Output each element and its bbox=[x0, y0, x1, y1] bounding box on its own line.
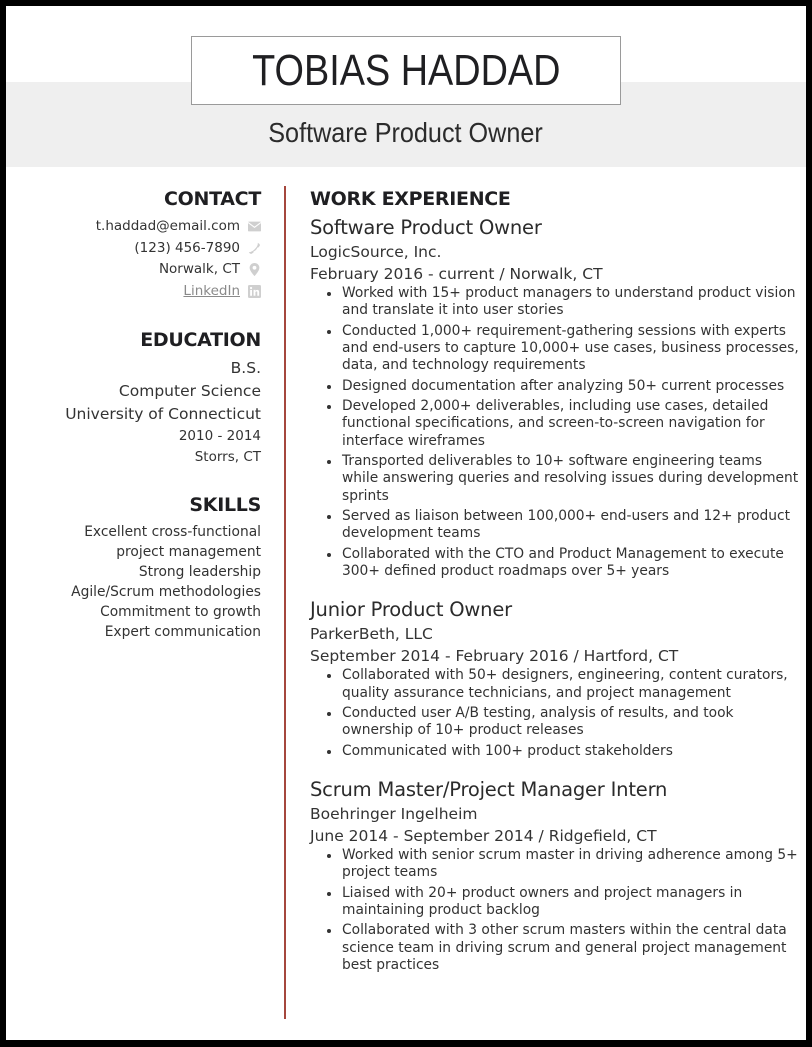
skill-item: Excellent cross-functional bbox=[84, 524, 261, 540]
contact-location bbox=[26, 259, 261, 281]
skills-section bbox=[26, 492, 261, 642]
education-years: 2010 - 2014 bbox=[178, 428, 261, 444]
skill-item: Strong leadership bbox=[138, 564, 261, 580]
job-entry bbox=[310, 597, 800, 760]
job-title: Software Product Owner bbox=[310, 216, 542, 239]
candidate-name: TOBIAS HADDAD bbox=[251, 45, 561, 95]
skill-item: Expert communication bbox=[104, 624, 261, 640]
bullet-item: Developed 2,000+ deliverables, including use cases, detailed functional specifications, and screen-to-screen navigation for interface wireframes bbox=[322, 398, 800, 450]
bullet-item: Liaised with 20+ product owners and project managers in maintaining product backlog bbox=[322, 885, 800, 920]
education-major: Computer Science bbox=[118, 382, 261, 400]
contact-linkedin[interactable] bbox=[26, 281, 261, 303]
job-company: Boehringer Ingelheim bbox=[310, 804, 478, 823]
bullet-item: Conducted user A/B testing, analysis of results, and took ownership of 10+ product releases bbox=[322, 705, 800, 740]
education-heading: EDUCATION bbox=[140, 329, 261, 351]
job-headline bbox=[6, 117, 806, 149]
education-school: University of Connecticut bbox=[65, 405, 261, 423]
contact-section bbox=[26, 186, 261, 302]
job-company: LogicSource, Inc. bbox=[310, 243, 442, 261]
skill-item: Commitment to growth bbox=[100, 604, 261, 620]
contact-heading: CONTACT bbox=[164, 188, 261, 210]
job-title: Scrum Master/Project Manager Intern bbox=[310, 777, 668, 801]
job-entry bbox=[310, 777, 800, 974]
education-section bbox=[26, 327, 261, 467]
education-degree: B.S. bbox=[230, 359, 261, 377]
work-experience-heading: WORK EXPERIENCE bbox=[310, 188, 511, 210]
bullet-item: Collaborated with the CTO and Product Management to execute 300+ defined product roadmaps over 5+ years bbox=[322, 546, 800, 581]
job-bullets bbox=[322, 847, 800, 974]
job-headline-text: Software Product Owner bbox=[268, 117, 544, 148]
education-location: Storrs, CT bbox=[194, 448, 261, 465]
linkedin-icon bbox=[247, 284, 261, 298]
phone-icon bbox=[247, 241, 261, 255]
right-column bbox=[310, 186, 800, 991]
location-text: Norwalk, CT bbox=[158, 261, 240, 277]
bullet-item: Designed documentation after analyzing 50+ current processes bbox=[322, 378, 800, 395]
job-entry bbox=[310, 215, 800, 580]
name-box bbox=[191, 36, 621, 105]
envelope-icon bbox=[247, 220, 261, 234]
skills-heading: SKILLS bbox=[189, 494, 261, 516]
job-title: Junior Product Owner bbox=[310, 598, 512, 622]
job-bullets bbox=[322, 667, 800, 760]
job-dates-location: June 2014 - September 2014 / Ridgefield, CT bbox=[310, 826, 657, 845]
job-bullets bbox=[322, 285, 800, 580]
job-dates-location: February 2016 - current / Norwalk, CT bbox=[310, 265, 603, 283]
left-column bbox=[26, 186, 261, 642]
phone-text[interactable]: (123) 456-7890 bbox=[134, 239, 240, 256]
bullet-item: Worked with senior scrum master in driving adherence among 5+ project teams bbox=[322, 847, 800, 882]
bullet-item: Worked with 15+ product managers to understand product vision and translate it into user stories bbox=[322, 285, 800, 320]
column-divider bbox=[284, 186, 286, 1019]
bullet-item: Conducted 1,000+ requirement-gathering sessions with experts and end-users to capture 10,000+ use cases, business processes, data, and technology requirements bbox=[322, 323, 800, 375]
bullet-item: Served as liaison between 100,000+ end-users and 12+ product development teams bbox=[322, 508, 800, 543]
email-text[interactable]: t.haddad@email.com bbox=[95, 218, 240, 234]
resume-page bbox=[6, 6, 806, 1040]
job-company: ParkerBeth, LLC bbox=[310, 625, 433, 644]
bullet-item: Collaborated with 3 other scrum masters within the central data science team in driving scrum and general project management best practices bbox=[322, 922, 800, 974]
bullet-item: Transported deliverables to 10+ software engineering teams while answering queries and resolving issues during development sprints bbox=[322, 453, 800, 505]
bullet-item: Collaborated with 50+ designers, engineering, content curators, quality assurance technicians, and project management bbox=[322, 667, 800, 702]
contact-email[interactable] bbox=[26, 216, 261, 238]
contact-phone[interactable] bbox=[26, 238, 261, 260]
job-dates-location: September 2014 - February 2016 / Hartford, CT bbox=[310, 647, 679, 666]
skill-item: project management bbox=[116, 544, 261, 560]
skill-item: Agile/Scrum methodologies bbox=[71, 584, 261, 600]
bullet-item: Communicated with 100+ product stakeholders bbox=[322, 743, 800, 760]
map-pin-icon bbox=[247, 263, 261, 277]
linkedin-link[interactable]: LinkedIn bbox=[183, 282, 240, 299]
